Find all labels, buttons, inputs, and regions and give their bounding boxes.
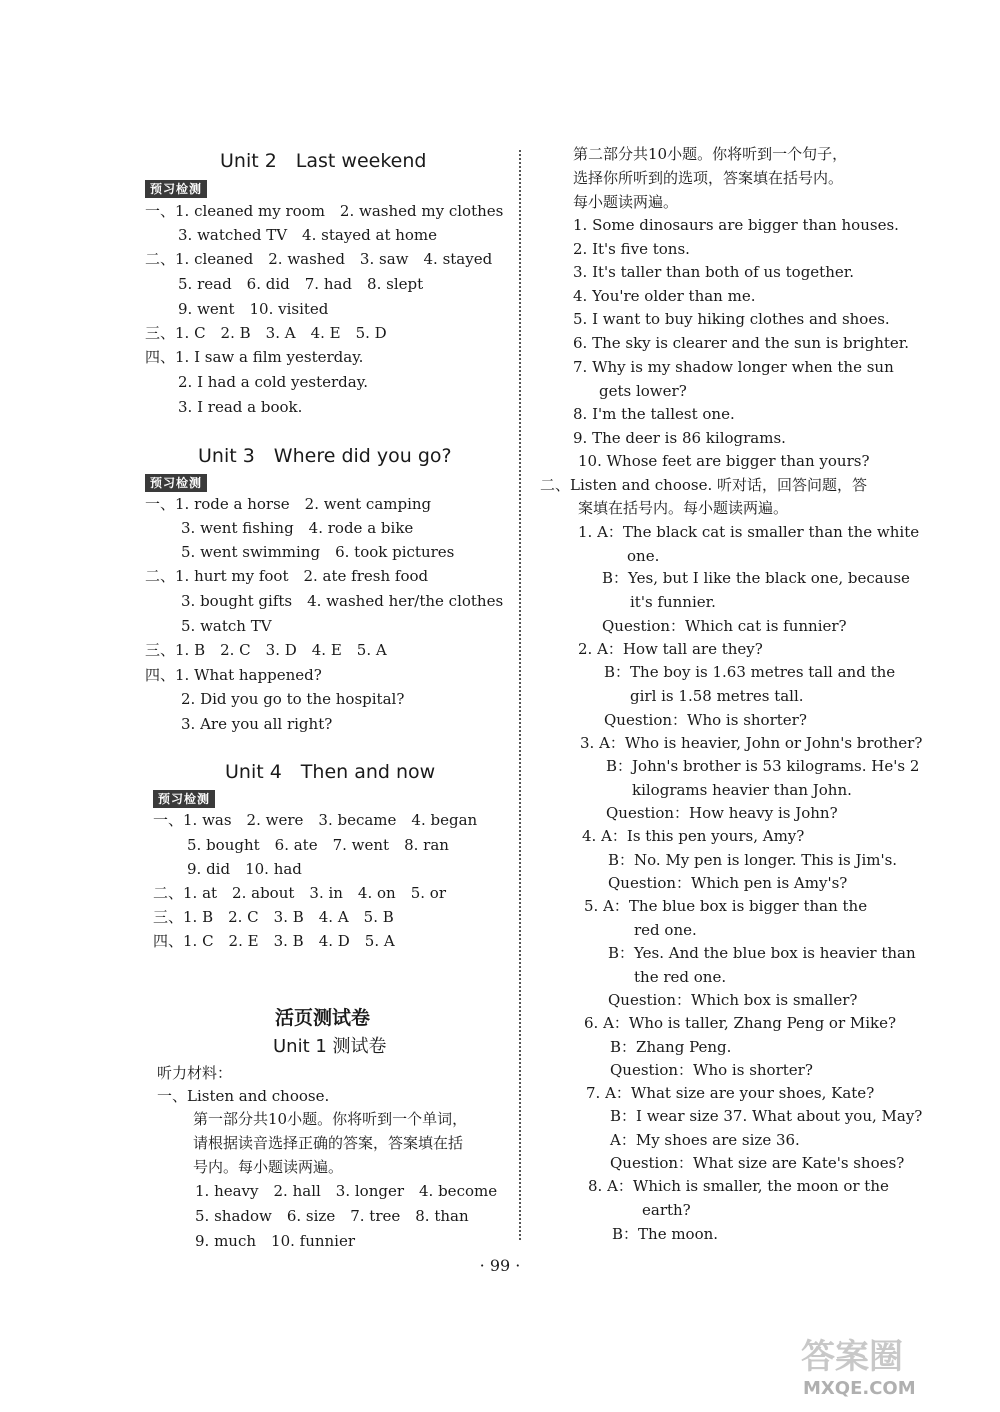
test-section-title: 活页测试卷: [275, 1007, 371, 1029]
unit3-line: 3. Are you all right?: [181, 715, 333, 733]
right-line: B：No. My pen is longer. This is Jim's.: [608, 851, 898, 869]
test-line: 5. shadow 6. size 7. tree 8. than: [195, 1207, 469, 1225]
right-line: B：The boy is 1.63 metres tall and the: [604, 663, 896, 681]
right-line: 1. A：The black cat is smaller than the white: [578, 523, 920, 541]
unit4-line: 9. did 10. had: [187, 860, 302, 878]
right-line: the red one.: [634, 968, 727, 986]
unit3-line: 三、1. B 2. C 3. D 4. E 5. A: [145, 641, 387, 659]
right-line: 4. A：Is this pen yours, Amy?: [582, 827, 805, 845]
unit2-line: 5. read 6. did 7. had 8. slept: [178, 275, 424, 293]
watermark-url: MXQE.COM: [803, 1378, 916, 1399]
right-line: 每小题读两遍。: [573, 193, 679, 211]
test-line: 第一部分共10小题。你将听到一个单词，: [193, 1110, 468, 1128]
unit2-line: 9. went 10. visited: [178, 300, 329, 318]
right-line: 5. A：The blue box is bigger than the: [584, 897, 868, 915]
unit4-line: 二、1. at 2. about 3. in 4. on 5. or: [153, 884, 446, 902]
unit4-line: 四、1. C 2. E 3. B 4. D 5. A: [153, 932, 395, 950]
unit3-badge: 预习检测: [145, 474, 207, 492]
test-line: 9. much 10. funnier: [195, 1232, 356, 1250]
right-line: girl is 1.58 metres tall.: [630, 687, 804, 705]
right-line: A：My shoes are size 36.: [610, 1131, 800, 1149]
right-line: it's funnier.: [630, 593, 716, 611]
right-line: Question：How heavy is John?: [606, 804, 838, 822]
unit2-line: 二、1. cleaned 2. washed 3. saw 4. stayed: [145, 250, 493, 268]
right-line: 6. A：Who is taller, Zhang Peng or Mike?: [584, 1014, 897, 1032]
watermark-logo: [797, 1330, 982, 1400]
right-line: 选择你所听到的选项，答案填在括号内。: [573, 169, 844, 187]
unit2-line: 一、1. cleaned my room 2. washed my clothes: [145, 202, 504, 220]
right-line: gets lower?: [599, 382, 687, 400]
unit4-line: 5. bought 6. ate 7. went 8. ran: [187, 836, 449, 854]
column-divider: [519, 150, 521, 1240]
right-line: 5. I want to buy hiking clothes and shoes.: [573, 310, 890, 328]
unit2-line: 三、1. C 2. B 3. A 4. E 5. D: [145, 324, 387, 342]
right-line: 二、Listen and choose. 听对话，回答问题，答: [540, 476, 867, 494]
right-line: earth?: [642, 1201, 691, 1219]
right-line: B：Yes. And the blue box is heavier than: [608, 944, 916, 962]
unit3-line: 二、1. hurt my foot 2. ate fresh food: [145, 567, 429, 585]
unit3-line: 四、1. What happened?: [145, 666, 322, 684]
right-line: B：John's brother is 53 kilograms. He's 2: [606, 757, 920, 775]
right-line: 3. A：Who is heavier, John or John's brother?: [580, 734, 923, 752]
unit4-badge: 预习检测: [153, 790, 215, 808]
unit4-title: Unit 4 Then and now: [225, 761, 436, 783]
right-line: Question：Who is shorter?: [610, 1061, 813, 1079]
right-line: Question：Which pen is Amy's?: [608, 874, 848, 892]
right-line: B：I wear size 37. What about you, May?: [610, 1107, 923, 1125]
unit3-line: 2. Did you go to the hospital?: [181, 690, 405, 708]
right-line: 3. It's taller than both of us together.: [573, 263, 855, 281]
unit2-line: 四、1. I saw a film yesterday.: [145, 348, 364, 366]
right-line: 10. Whose feet are bigger than yours?: [578, 452, 870, 470]
right-line: 2. A：How tall are they?: [578, 640, 763, 658]
test-line: 听力材料：: [157, 1064, 233, 1082]
right-line: 7. A：What size are your shoes, Kate?: [586, 1084, 875, 1102]
unit3-line: 5. watch TV: [181, 617, 272, 635]
unit2-line: 3. watched TV 4. stayed at home: [178, 226, 438, 244]
right-line: 8. A：Which is smaller, the moon or the: [588, 1177, 889, 1195]
test-section-subtitle: Unit 1 测试卷: [273, 1036, 387, 1057]
right-line: red one.: [634, 921, 697, 939]
unit4-line: 一、1. was 2. were 3. became 4. began: [153, 811, 478, 829]
right-line: 9. The deer is 86 kilograms.: [573, 429, 786, 447]
right-line: B：Yes, but I like the black one, because: [602, 569, 910, 587]
right-line: 案填在括号内。每小题读两遍。: [578, 499, 789, 517]
right-line: one.: [627, 547, 660, 565]
right-line: Question：Which box is smaller?: [608, 991, 858, 1009]
unit3-line: 3. bought gifts 4. washed her/the clothes: [181, 592, 504, 610]
watermark-text: 答案圈: [801, 1337, 903, 1377]
unit3-line: 5. went swimming 6. took pictures: [181, 543, 455, 561]
unit3-line: 3. went fishing 4. rode a bike: [181, 519, 414, 537]
right-line: 4. You're older than me.: [573, 287, 756, 305]
right-line: Question：Which cat is funnier?: [602, 617, 847, 635]
right-line: 第二部分共10小题。你将听到一个句子，: [573, 145, 848, 163]
unit3-line: 一、1. rode a horse 2. went camping: [145, 495, 432, 513]
test-line: 1. heavy 2. hall 3. longer 4. become: [195, 1182, 498, 1200]
right-line: 2. It's five tons.: [573, 240, 690, 258]
right-line: 7. Why is my shadow longer when the sun: [573, 358, 894, 376]
unit2-line: 3. I read a book.: [178, 398, 303, 416]
page-number: · 99 ·: [479, 1256, 521, 1275]
right-line: Question：Who is shorter?: [604, 711, 807, 729]
test-line: 请根据读音选择正确的答案，答案填在括: [193, 1134, 464, 1152]
unit2-line: 2. I had a cold yesterday.: [178, 373, 368, 391]
unit3-title: Unit 3 Where did you go?: [198, 445, 452, 467]
unit2-badge: 预习检测: [145, 180, 207, 198]
right-line: 8. I'm the tallest one.: [573, 405, 735, 423]
right-line: kilograms heavier than John.: [632, 781, 852, 799]
right-line: 6. The sky is clearer and the sun is brighter.: [573, 334, 910, 352]
test-line: 一、Listen and choose.: [157, 1087, 330, 1105]
unit2-title: Unit 2 Last weekend: [220, 150, 427, 172]
right-line: B：Zhang Peng.: [610, 1038, 732, 1056]
unit4-line: 三、1. B 2. C 3. B 4. A 5. B: [153, 908, 394, 926]
test-line: 号内。每小题读两遍。: [193, 1158, 344, 1176]
right-line: 1. Some dinosaurs are bigger than houses.: [573, 216, 899, 234]
right-line: Question：What size are Kate's shoes?: [610, 1154, 905, 1172]
right-line: B：The moon.: [612, 1225, 719, 1243]
